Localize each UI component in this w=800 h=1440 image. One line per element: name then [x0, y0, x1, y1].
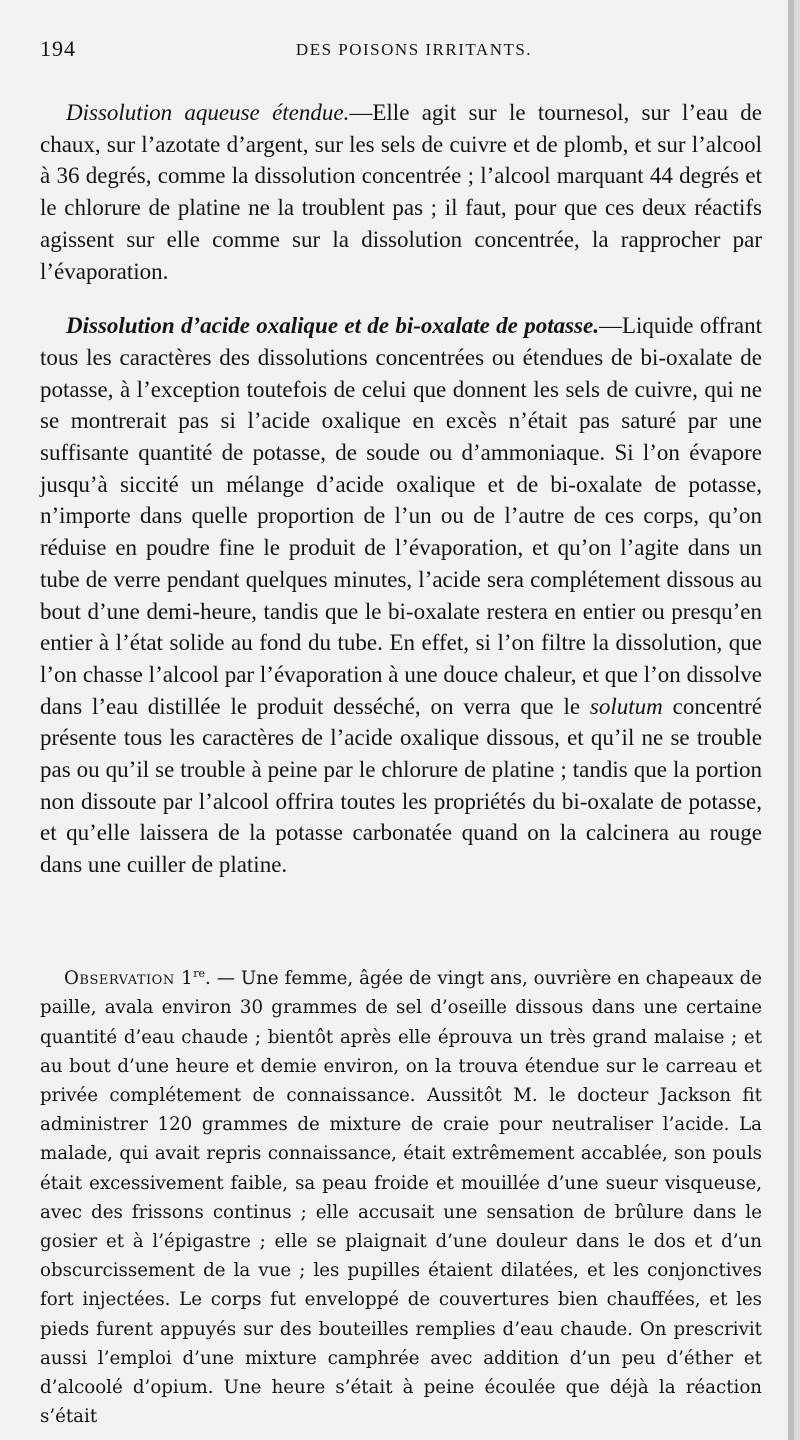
paragraph-lead: Dissolution d’acide oxalique et de bi-oxalate de potasse.	[66, 313, 599, 339]
page-header	[40, 36, 758, 66]
paragraph-text: —Liquide offrant tous les caractères des dissolutions concentrées ou étendues de bi-oxalate de potasse, à l’exception toutefois de celui que donnent les sels de cuivre, qui ne se montrerait pas si l’acide oxalique en excès n’était pas saturé par une suffisante quantité de potasse, de soude ou d’ammoniaque. Si l’on évapore jusqu’à siccité un mélange d’acide oxalique et de bi-oxalate de potasse, n’importe dans quelle proportion de l’un ou de l’autre de ces corps, qu’on réduise en poudre fine le produit de l’évaporation, et qu’on l’agite dans un tube de verre pendant quelques minutes, l’acide sera complétement dissous au bout d’une demi-heure, tandis que le bi-oxalate restera en entier ou presqu’en entier à l’état solide au fond du tube. En effet, si l’on filtre la dissolution, que l’on chasse l’alcool par l’évaporation à une douce chaleur, et que l’on dissolve dans l’eau distillée le produit desséché, on verra que le	[40, 313, 762, 719]
paragraph-oxalic-solution	[40, 310, 762, 881]
observation-label: Observation 1	[64, 968, 194, 990]
observation-block	[40, 941, 762, 1440]
observation-paragraph	[40, 959, 762, 1431]
paragraph-dilute-solution	[40, 97, 762, 287]
observation-text: — Une femme, âgée de vingt ans, ouvrière en chapeaux de paille, avala environ 30 grammes de sel d’oseille dissous dans une certaine quantité d’eau chaude ; bientôt après elle éprouva un très grand malaise ; et au bout d’une heure et demie environ, on la trouva étendue sur le carreau et privée complétement de connaissance. Aussitôt M. le docteur Jackson fit administrer 120 grammes de mixture de craie pour neutraliser l’acide. La malade, qui avait repris connaissance, était extrêmement accablée, son pouls était excessivement faible, sa peau froide et mouillée d’une sueur visqueuse, avec des frissons continus ; elle accusait une sensation de brûlure dans le gosier et à l’épigastre ; elle se plaignait d’une douleur dans le dos et d’un obscurcissement de la vue ; les pupilles étaient dilatées, et les conjonctives fort injectées. Le corps fut enveloppé de couvertures bien chauffées, et les pieds furent appuyés sur des bouteilles remplies d’eau chaude. On prescrivit aussi l’emploi d’une mixture camphrée avec addition d’un peu d’éther et d’alcoolé d’opium. Une heure s’était à peine écoulée que déjà la réaction s’était	[40, 968, 762, 1428]
italic-term: solutum	[589, 693, 663, 719]
main-text	[40, 74, 762, 904]
paragraph-text: —Elle agit sur le tournesol, sur l’eau de chaux, sur l’azotate d’argent, sur les sels de cuivre et de plomb, et sur l’alcool à 36 degrés, comme la dissolution concentrée ; l’alcool marquant 44 degrés et le chlorure de platine ne la troublent pas ; il faut, pour que ces deux réactifs agissent sur elle comme sur la dissolution concentrée, la rapprocher par l’évaporation.	[40, 100, 762, 284]
page-number: 194	[40, 36, 76, 61]
observation-superscript: re	[193, 967, 205, 981]
running-title: DES POISONS IRRITANTS.	[295, 40, 533, 59]
paragraph-text: concentré présente tous les caractères de l’acide oxalique dissous, et qu’il ne se trouble pas ou qu’il se trouble à peine par le chlorure de platine ; tandis que la portion non dissoute par l’alcool offrira toutes les propriétés du bi-oxalate de potasse, et qu’elle laissera de la potasse carbonatée quand on la calcinera au rouge dans une cuiller de platine.	[40, 693, 762, 878]
paragraph-lead: Dissolution aqueuse étendue.	[66, 100, 350, 125]
observation-label-end: .	[205, 968, 211, 990]
page-edge	[788, 0, 794, 1440]
